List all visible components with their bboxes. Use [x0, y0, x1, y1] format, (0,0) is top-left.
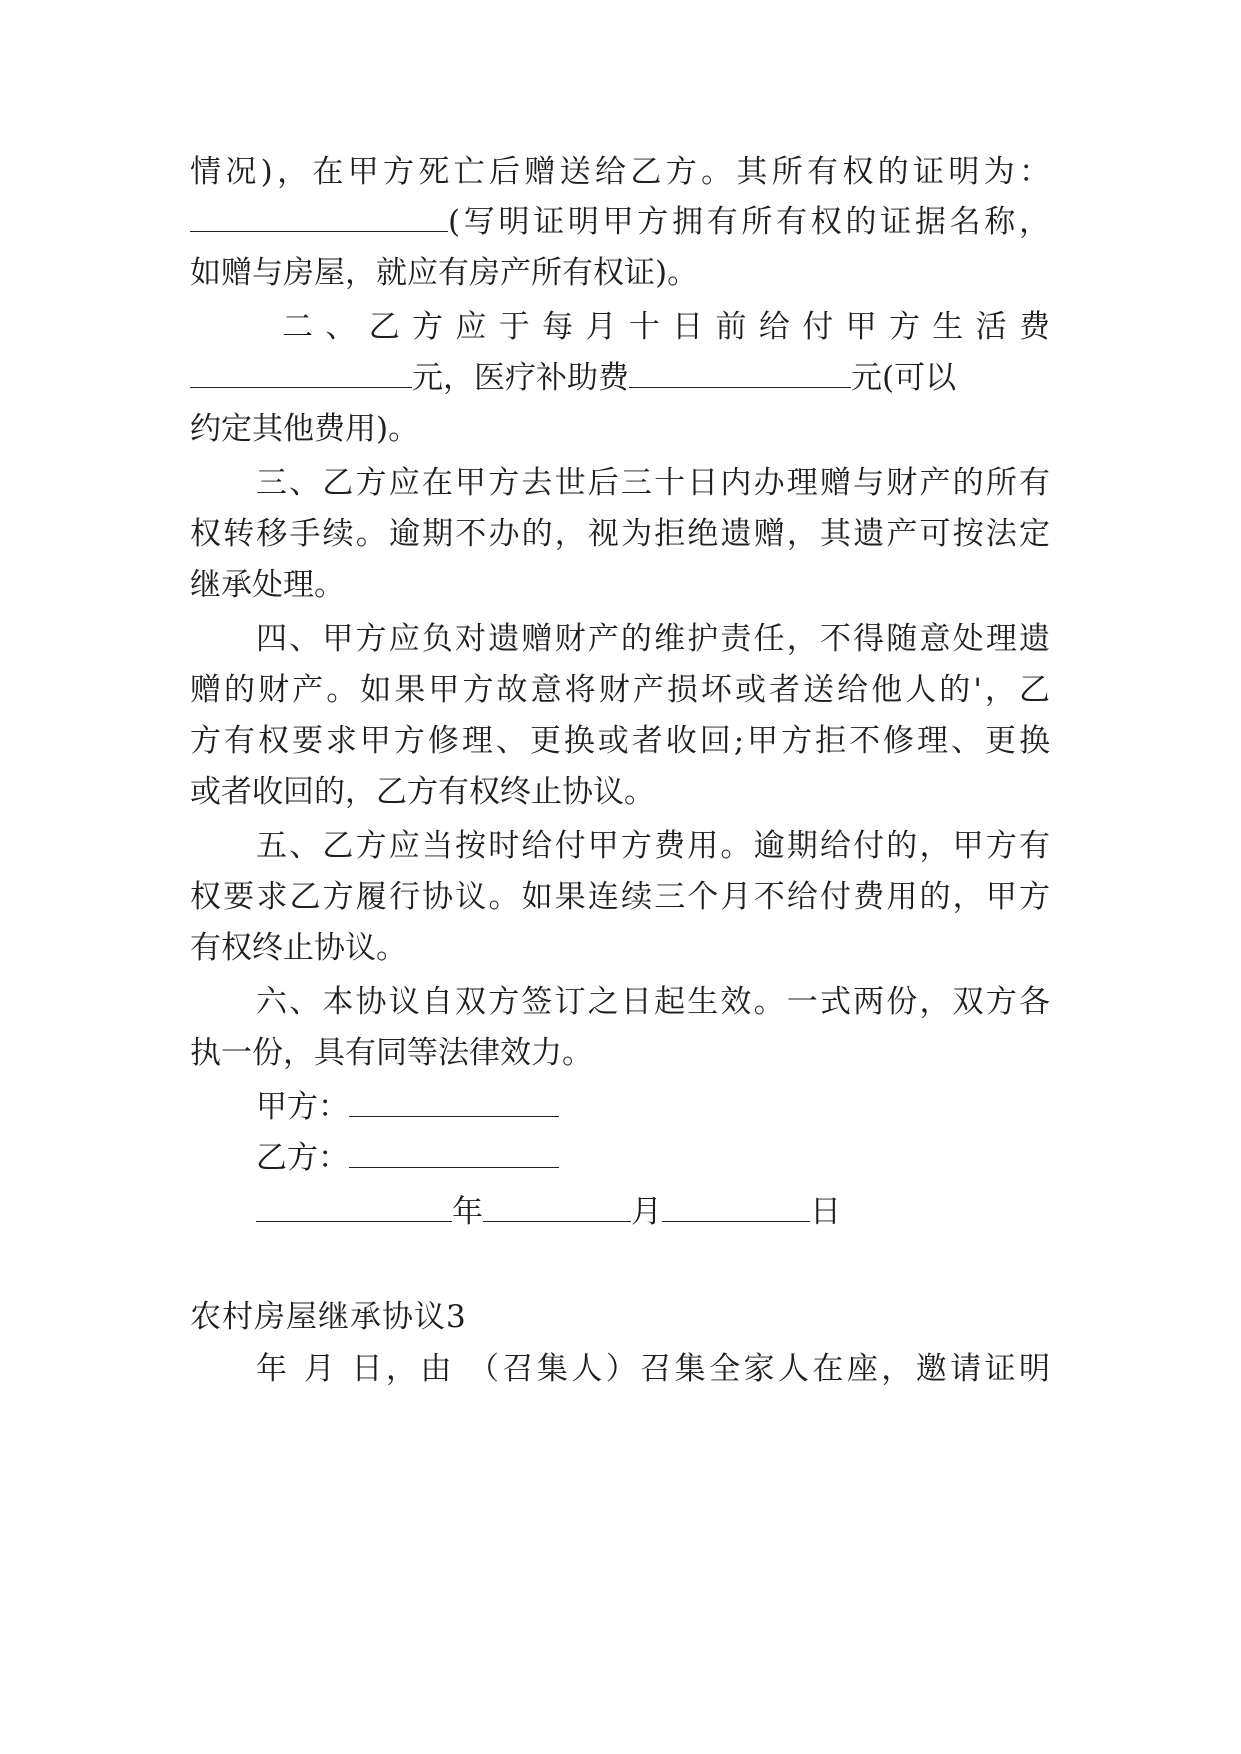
date-year-label: 年: [452, 1194, 483, 1230]
signature-party-b: [256, 1138, 1050, 1178]
paragraph-line: 继承处理。: [190, 567, 345, 603]
paragraph-text: 元，医疗补助费: [412, 360, 629, 396]
paragraph-line: 二、乙方应于每月十日前给付甲方生活费: [282, 309, 1050, 345]
paragraph-line: 情况)，在甲方死亡后赠送给乙方。其所有权的证明为：: [190, 154, 1050, 190]
party-a-label: 甲方：: [256, 1089, 349, 1125]
paragraph-text: (写明证明甲方拥有所有权的证据名称，: [448, 204, 1050, 240]
fill-blank: [629, 359, 851, 388]
party-b-label: 乙方：: [256, 1140, 349, 1176]
paragraph-line: 或者收回的，乙方有权终止协议。: [190, 774, 655, 810]
fill-blank: [349, 1088, 559, 1117]
paragraph-line: 四、甲方应负对遗赠财产的维护责任，不得随意处理遗: [256, 621, 1050, 657]
paragraph-line: 三、乙方应在甲方去世后三十日内办理赠与财产的所有: [256, 465, 1050, 501]
paragraph-line: 有权终止协议。: [190, 930, 407, 966]
paragraph-line: [190, 202, 1050, 242]
paragraph-line: 方有权要求甲方修理、更换或者收回;甲方拒不修理、更换: [190, 723, 1050, 759]
fill-blank: [190, 359, 412, 388]
signature-party-a: [256, 1087, 1050, 1127]
paragraph-line: 权要求乙方履行协议。如果连续三个月不给付费用的，甲方: [190, 879, 1050, 915]
paragraph-line: 五、乙方应当按时给付甲方费用。逾期给付的，甲方有: [256, 828, 1050, 864]
paragraph-line: 约定其他费用)。: [190, 411, 420, 447]
paragraph-line: 六、本协议自双方签订之日起生效。一式两份，双方各: [256, 984, 1050, 1020]
fill-blank: [256, 1193, 452, 1222]
section-title: 农村房屋继承协议3: [190, 1299, 467, 1335]
fill-blank: [190, 203, 448, 232]
paragraph-line: 权转移手续。逾期不办的，视为拒绝遗赠，其遗产可按法定: [190, 516, 1050, 552]
paragraph-line: 如赠与房屋，就应有房产所有权证)。: [190, 255, 699, 291]
date-month-label: 月: [631, 1194, 662, 1230]
paragraph-text: 元(可以: [851, 360, 957, 396]
signature-date: [256, 1192, 1050, 1232]
fill-blank: [349, 1139, 559, 1168]
paragraph-line: 年 月 日，由 （召集人）召集全家人在座，邀请证明: [256, 1351, 1050, 1387]
fill-blank: [662, 1193, 810, 1222]
paragraph-line: 赠的财产。如果甲方故意将财产损坏或者送给他人的'，乙: [190, 672, 1050, 708]
paragraph-line: 执一份，具有同等法律效力。: [190, 1035, 593, 1071]
paragraph-line: [190, 358, 1050, 398]
fill-blank: [483, 1193, 631, 1222]
date-day-label: 日: [810, 1194, 841, 1230]
